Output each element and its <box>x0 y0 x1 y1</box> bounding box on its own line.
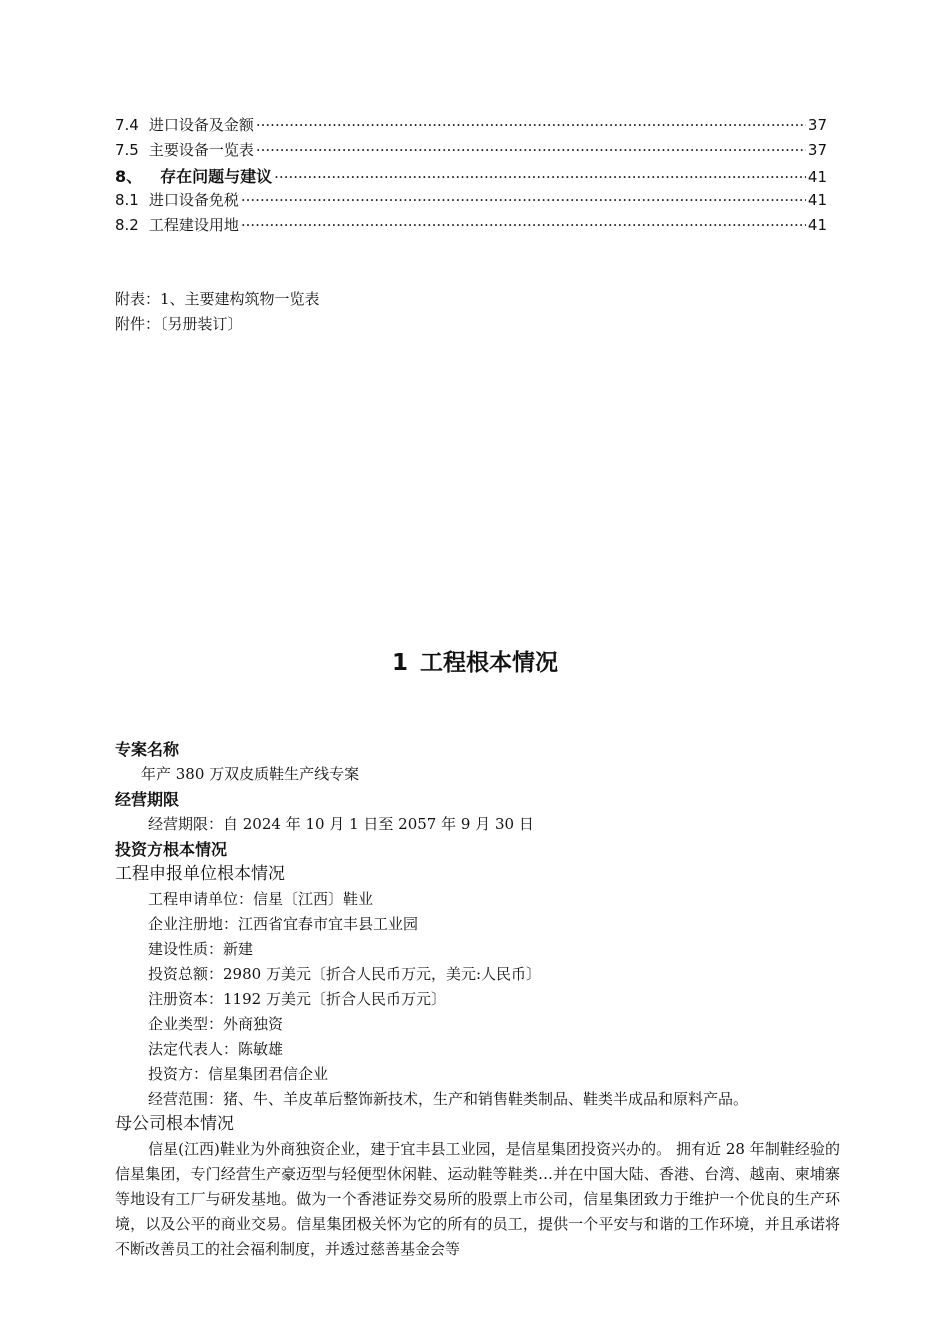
section-heading-term: 经营期限 <box>115 790 180 809</box>
toc-entry-number: 8.1 <box>115 191 139 209</box>
project-name-value: 年产 380 万双皮质鞋生产线专案 <box>141 765 360 783</box>
toc-entry[interactable] <box>115 189 827 214</box>
applicant-line: 工程申请单位：信星〔江西〕鞋业 <box>148 890 374 908</box>
attached-table-line: 附表：1、主要建构筑物一览表 <box>115 290 320 308</box>
annex-line: 附件：〔另册装订〕 <box>115 315 243 333</box>
toc-leader-dots <box>274 168 806 186</box>
toc-entry[interactable] <box>115 114 827 139</box>
toc-entry-page: 41 <box>807 216 827 234</box>
toc-entry-title: 进口设备及金额 <box>148 116 254 134</box>
toc-entry-number: 8.2 <box>115 216 139 234</box>
applicant-line: 建设性质：新建 <box>148 940 254 958</box>
chapter-title: 工程根本情况 <box>420 650 558 676</box>
section-heading-investor: 投资方根本情况 <box>115 840 228 859</box>
toc-entry-page: 41 <box>807 191 827 209</box>
toc-leader-dots <box>241 191 806 209</box>
toc-entry-title: 工程建设用地 <box>148 216 239 234</box>
toc-entry[interactable] <box>115 139 827 164</box>
applicant-line: 投资总额：2980 万美元〔折合人民币万元，美元:人民币〕 <box>148 965 541 983</box>
toc-leader-dots <box>256 116 806 134</box>
applicant-line: 法定代表人：陈敏雄 <box>148 1040 284 1058</box>
chapter-heading <box>0 644 950 677</box>
toc-entry-number: 8、 <box>115 167 143 186</box>
toc-entry-number: 7.4 <box>115 116 139 134</box>
toc-leader-dots <box>256 141 806 159</box>
toc-entry-page: 41 <box>807 168 827 186</box>
applicant-line: 注册资本：1192 万美元〔折合人民币万元〕 <box>148 990 446 1008</box>
chapter-body <box>115 737 840 1262</box>
toc-entry-title: 主要设备一览表 <box>148 141 254 159</box>
table-of-contents <box>115 114 827 239</box>
term-value: 经营期限：自 2024 年 10 月 1 日至 2057 年 9 月 30 日 <box>148 815 534 833</box>
attachments-list <box>115 288 320 338</box>
toc-entry-title: 存在问题与建议 <box>160 167 273 186</box>
toc-leader-dots <box>241 216 806 234</box>
section-heading-project-name: 专案名称 <box>115 740 180 759</box>
toc-entry-title: 进口设备免税 <box>148 191 239 209</box>
applicant-line: 企业注册地：江西省宜春市宜丰县工业园 <box>148 915 419 933</box>
applicant-line: 企业类型：外商独资 <box>148 1015 284 1033</box>
parent-company-paragraph: 信星(江西)鞋业为外商独资企业，建于宜丰县工业园，是信星集团投资兴办的。 拥有近 28 年制鞋经验的信星集团，专门经营生产豪迈型与轻便型休闲鞋、运动鞋等鞋类…并在中国大陆、香港、台湾、越南、柬埔寨等地设有工厂与研发基地。做为一个香港证券交易所的股票上市公司，信星集团致力于维护一个优良的生产环境，以及公平的商业交易。信星集团极关怀为它的所有的员工，提供一个平安与和谐的工作环境，并且承诺将不断改善员工的社会福利制度，并透过慈善基金会等 <box>115 1140 840 1258</box>
chapter-number: 1 <box>391 650 408 676</box>
toc-entry-page: 37 <box>807 116 827 134</box>
subsection-heading-parent: 母公司根本情况 <box>115 1114 234 1134</box>
subsection-heading-applicant: 工程申报单位根本情况 <box>115 864 285 884</box>
toc-entry-page: 37 <box>807 141 827 159</box>
toc-entry-number: 7.5 <box>115 141 139 159</box>
toc-entry-major[interactable] <box>115 164 827 189</box>
toc-entry[interactable] <box>115 214 827 239</box>
applicant-line: 投资方：信星集团君信企业 <box>148 1065 329 1083</box>
applicant-line: 经营范围：猪、牛、羊皮革后整饰新技术，生产和销售鞋类制品、鞋类半成品和原料产品。 <box>148 1090 749 1108</box>
